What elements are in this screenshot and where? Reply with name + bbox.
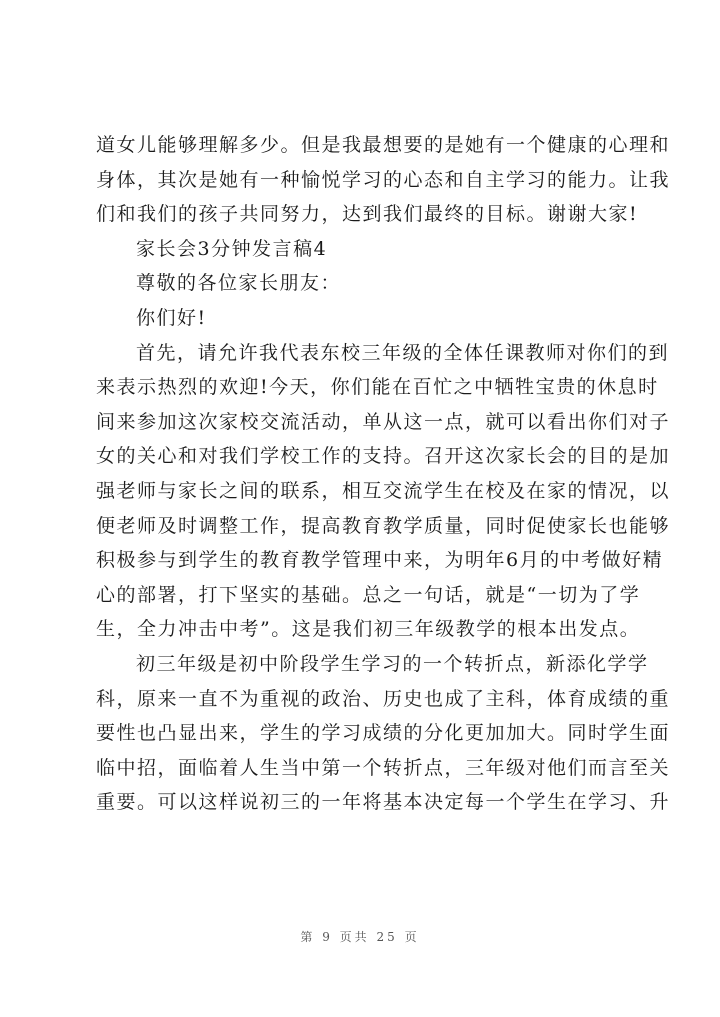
text-line: 初三年级是初中阶段学生学习的一个转折点，新添化学学 xyxy=(136,652,649,675)
text-line: 临中招，面临着人生当中第一个转折点，三年级对他们而言至关 xyxy=(96,756,671,779)
text-line: 首先，请允许我代表东校三年级的全体任课教师对你们的到 xyxy=(136,341,670,364)
text-line: 心的部署，打下坚实的基础。总之一句话，就是“一切为了学 xyxy=(96,583,641,606)
document-body xyxy=(96,128,671,820)
text-line: 身体，其次是她有一种愉悦学习的心态和自主学习的能力。让我 xyxy=(96,168,671,191)
text-line: 道女儿能够理解多少。但是我最想要的是她有一个健康的心理和 xyxy=(96,134,671,156)
text-line: 强老师与家长之间的联系，相互交流学生在校及在家的情况，以 xyxy=(96,479,671,502)
text-line: 积极参与到学生的教育教学管理中来，为明年6月的中考做好精 xyxy=(96,549,664,572)
text-line: 科，原来一直不为重视的政治、历史也成了主科，体育成绩的重 xyxy=(96,687,671,710)
text-line: 女的关心和对我们学校工作的支持。召开这次家长会的目的是加 xyxy=(96,445,671,468)
text-line: 便老师及时调整工作，提高教育教学质量，同时促使家长也能够 xyxy=(96,514,671,537)
text-line: 重要。可以这样说初三的一年将基本决定每一个学生在学习、升 xyxy=(96,791,671,814)
page-footer: 第 9 页共 25 页 xyxy=(300,930,420,944)
text-line: 你们好! xyxy=(136,306,207,329)
text-line: 家长会3分钟发言稿4 xyxy=(136,237,328,260)
text-line: 要性也凸显出来，学生的学习成绩的分化更加加大。同时学生面 xyxy=(96,722,671,745)
text-line: 尊敬的各位家长朋友： xyxy=(136,272,342,295)
text-line: 来表示热烈的欢迎!今天，你们能在百忙之中牺牲宝贵的休息时 xyxy=(96,376,659,399)
text-line: 生，全力冲击中考”。这是我们初三年级教学的根本出发点。 xyxy=(96,618,641,641)
text-line: 间来参加这次家校交流活动，单从这一点，就可以看出你们对子 xyxy=(96,410,671,433)
text-line: 们和我们的孩子共同努力，达到我们最终的目标。谢谢大家! xyxy=(96,203,639,226)
